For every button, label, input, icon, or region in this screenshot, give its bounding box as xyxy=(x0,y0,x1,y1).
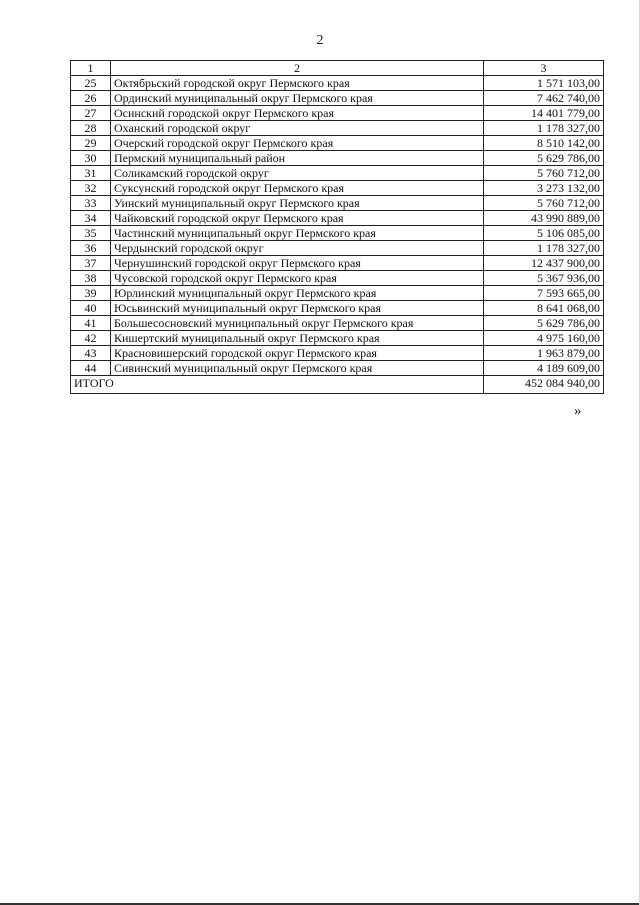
row-number: 37 xyxy=(71,256,111,271)
row-number: 38 xyxy=(71,271,111,286)
amount-value: 14 401 779,00 xyxy=(484,106,604,121)
municipality-name: Суксунский городской округ Пермского края xyxy=(111,181,484,196)
amount-value: 4 975 160,00 xyxy=(484,331,604,346)
municipality-name: Пермский муниципальный район xyxy=(111,151,484,166)
column-header: 1 xyxy=(71,61,111,76)
municipality-name: Сивинский муниципальный округ Пермского края xyxy=(111,361,484,376)
row-number: 25 xyxy=(71,76,111,91)
municipality-name: Чердынский городской округ xyxy=(111,241,484,256)
table-row xyxy=(71,136,604,151)
municipality-name: Красновишерский городской округ Пермского края xyxy=(111,346,484,361)
row-number: 28 xyxy=(71,121,111,136)
row-number: 42 xyxy=(71,331,111,346)
amount-value: 1 178 327,00 xyxy=(484,241,604,256)
municipality-name: Чусовской городской округ Пермского края xyxy=(111,271,484,286)
municipality-name: Уинский муниципальный округ Пермского края xyxy=(111,196,484,211)
municipality-name: Очерский городской округ Пермского края xyxy=(111,136,484,151)
row-number: 32 xyxy=(71,181,111,196)
amount-value: 7 593 665,00 xyxy=(484,286,604,301)
amount-value: 5 760 712,00 xyxy=(484,196,604,211)
municipality-name: Кишертский муниципальный округ Пермского края xyxy=(111,331,484,346)
municipality-name: Юрлинский муниципальный округ Пермского края xyxy=(111,286,484,301)
municipality-name: Соликамский городской округ xyxy=(111,166,484,181)
table-row xyxy=(71,196,604,211)
municipality-name: Юсьвинский муниципальный округ Пермского края xyxy=(111,301,484,316)
total-amount: 452 084 940,00 xyxy=(484,376,604,394)
row-number: 33 xyxy=(71,196,111,211)
total-row xyxy=(71,376,604,394)
closing-quote: » xyxy=(574,403,582,419)
row-number: 31 xyxy=(71,166,111,181)
amount-value: 5 760 712,00 xyxy=(484,166,604,181)
row-number: 44 xyxy=(71,361,111,376)
table-row xyxy=(71,181,604,196)
table-row xyxy=(71,346,604,361)
total-label: ИТОГО xyxy=(71,376,484,394)
table-row xyxy=(71,361,604,376)
header-row xyxy=(71,61,604,76)
table-row xyxy=(71,151,604,166)
row-number: 36 xyxy=(71,241,111,256)
table-row xyxy=(71,241,604,256)
row-number: 41 xyxy=(71,316,111,331)
table-row xyxy=(71,76,604,91)
amount-value: 1 963 879,00 xyxy=(484,346,604,361)
row-number: 40 xyxy=(71,301,111,316)
table-row xyxy=(71,271,604,286)
table-row xyxy=(71,316,604,331)
municipality-name: Чайковский городской округ Пермского края xyxy=(111,211,484,226)
municipality-name: Оханский городской округ xyxy=(111,121,484,136)
table-row xyxy=(71,211,604,226)
table-body xyxy=(71,61,604,394)
row-number: 30 xyxy=(71,151,111,166)
table-row xyxy=(71,331,604,346)
municipality-name: Частинский муниципальный округ Пермского края xyxy=(111,226,484,241)
amount-value: 5 629 786,00 xyxy=(484,316,604,331)
amount-value: 8 510 142,00 xyxy=(484,136,604,151)
table-row xyxy=(71,286,604,301)
table-row xyxy=(71,226,604,241)
amount-value: 12 437 900,00 xyxy=(484,256,604,271)
column-header: 3 xyxy=(484,61,604,76)
budget-table xyxy=(70,60,604,394)
amount-value: 3 273 132,00 xyxy=(484,181,604,196)
row-number: 35 xyxy=(71,226,111,241)
amount-value: 5 629 786,00 xyxy=(484,151,604,166)
row-number: 26 xyxy=(71,91,111,106)
amount-value: 7 462 740,00 xyxy=(484,91,604,106)
amount-value: 8 641 068,00 xyxy=(484,301,604,316)
amount-value: 5 106 085,00 xyxy=(484,226,604,241)
row-number: 29 xyxy=(71,136,111,151)
amount-value: 4 189 609,00 xyxy=(484,361,604,376)
municipality-name: Чернушинский городской округ Пермского края xyxy=(111,256,484,271)
table-row xyxy=(71,91,604,106)
amount-value: 1 178 327,00 xyxy=(484,121,604,136)
row-number: 34 xyxy=(71,211,111,226)
table-row xyxy=(71,166,604,181)
municipality-name: Октябрьский городской округ Пермского края xyxy=(111,76,484,91)
row-number: 43 xyxy=(71,346,111,361)
amount-value: 43 990 889,00 xyxy=(484,211,604,226)
table-row xyxy=(71,301,604,316)
municipality-name: Большесосновский муниципальный округ Пермского края xyxy=(111,316,484,331)
table-row xyxy=(71,256,604,271)
column-header: 2 xyxy=(111,61,484,76)
page-number: 2 xyxy=(316,33,324,48)
row-number: 39 xyxy=(71,286,111,301)
row-number: 27 xyxy=(71,106,111,121)
amount-value: 5 367 936,00 xyxy=(484,271,604,286)
municipality-name: Осинский городской округ Пермского края xyxy=(111,106,484,121)
table-row xyxy=(71,121,604,136)
table-row xyxy=(71,106,604,121)
municipality-name: Ординский муниципальный округ Пермского края xyxy=(111,91,484,106)
amount-value: 1 571 103,00 xyxy=(484,76,604,91)
